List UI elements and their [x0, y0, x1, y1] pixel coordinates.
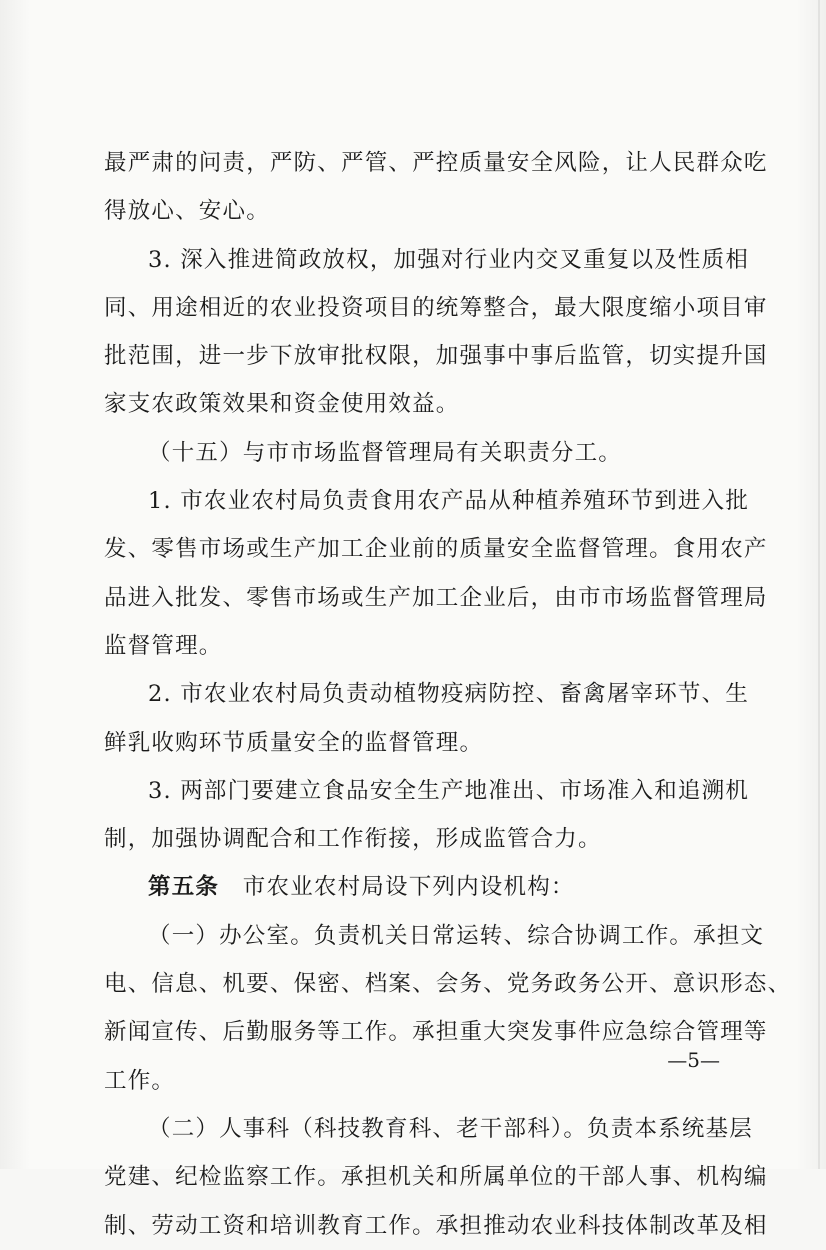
body-line: 批范围，进一步下放审批权限，加强事中事后监管，切实提升国	[104, 343, 768, 370]
body-line: 同、用途相近的农业投资项目的统筹整合，最大限度缩小项目审	[104, 294, 768, 321]
body-line: 得放心、安心。	[104, 198, 270, 225]
body-line: 制、劳动工资和培训教育工作。承担推动农业科技体制改革及相	[104, 1212, 768, 1239]
body-line: 品进入批发、零售市场或生产加工企业后，由市市场监督管理局	[104, 584, 768, 611]
body-line: 电、信息、机要、保密、档案、会务、党务政务公开、意识形态、	[104, 971, 792, 998]
body-line: （二）人事科（科技教育科、老干部科）。负责本系统基层	[148, 1115, 753, 1142]
body-line: 鲜乳收购环节质量安全的监督管理。	[104, 729, 484, 756]
page-edge-shadow	[818, 0, 820, 1169]
document-body	[104, 139, 792, 1250]
body-line: 3. 两部门要建立食品安全生产地准出、市场准入和追溯机	[148, 777, 750, 804]
body-line: 家支农政策效果和资金使用效益。	[104, 391, 460, 418]
body-line: 最严肃的问责，严防、严管、严控质量安全风险，让人民群众吃	[104, 150, 768, 176]
article-text: 市农业农村局设下列内设机构：	[219, 874, 575, 901]
article-heading-line	[104, 863, 726, 911]
body-line: 2. 市农业农村局负责动植物疫病防控、畜禽屠宰环节、生	[148, 681, 750, 708]
article-label: 第五条	[148, 874, 220, 901]
body-line: 制，加强协调配合和工作衔接，形成监管合力。	[104, 826, 602, 853]
body-line: 1. 市农业农村局负责食用农产品从种植养殖环节到进入批	[148, 488, 750, 515]
page-number: —5—	[667, 1048, 720, 1072]
body-line: （一）办公室。负责机关日常运转、综合协调工作。承担文	[148, 922, 765, 949]
body-line: 监督管理。	[104, 632, 223, 659]
body-line: 新闻宣传、后勤服务等工作。承担重大突发事件应急综合管理等	[104, 1019, 768, 1046]
body-line: 发、零售市场或生产加工企业前的质量安全监督管理。食用农产	[104, 536, 768, 563]
body-line: 工作。	[104, 1067, 176, 1094]
body-line: 党建、纪检监察工作。承担机关和所属单位的干部人事、机构编	[104, 1164, 768, 1191]
body-line: 3. 深入推进简政放权，加强对行业内交叉重复以及性质相	[148, 246, 750, 273]
section-heading: （十五）与市市场监督管理局有关职责分工。	[148, 439, 623, 466]
